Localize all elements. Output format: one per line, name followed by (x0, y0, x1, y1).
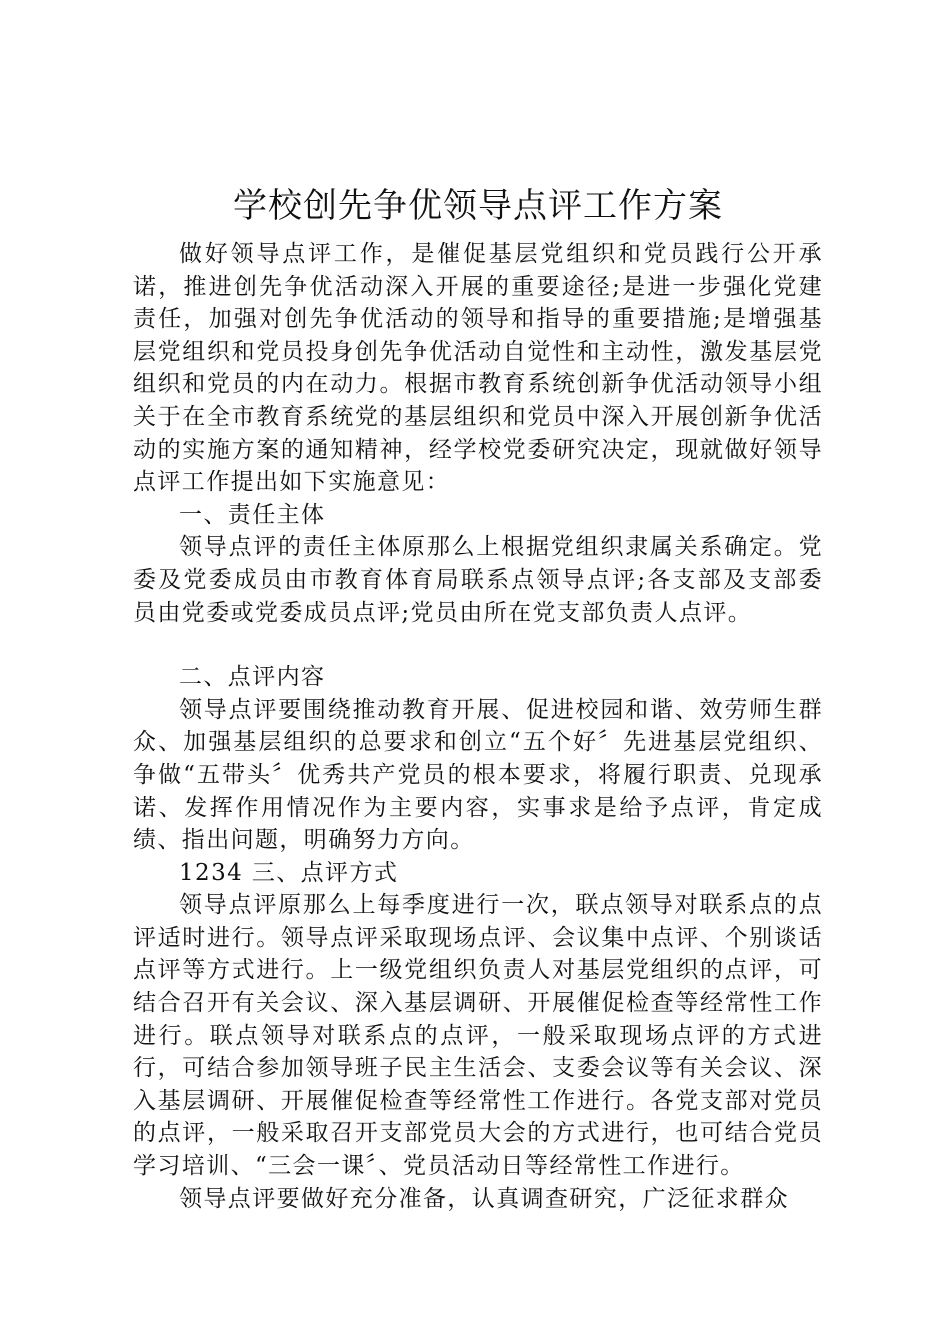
section-body-content: 领导点评要围绕推动教育开展、促进校园和谐、效劳师生群众、加强基层组织的总要求和创立“五个好〞先进基层党组织、争做“五带头〞优秀共产党员的根本要求，将履行职责、兑现承诺、发挥作用情况作为主要内容，实事求是给予点评，肯定成绩、指出问题，明确努力方向。 (133, 696, 823, 854)
section-heading-content: 二、点评内容 (179, 664, 326, 691)
section-body-method: 领导点评原那么上每季度进行一次，联点领导对联系点的点评适时进行。领导点评采取现场点评、会议集中点评、个别谈话点评等方式进行。上一级党组织负责人对基层党组织的点评，可结合召开有关会议、深入基层调研、开展催促检查等经常性工作进行。联点领导对联系点的点评，一般采取现场点评的方式进行，可结合参加领导班子民主生活会、支委会议等有关会议、深入基层调研、开展催促检查等经常性工作进行。各党支部对党员的点评，一般采取召开支部党员大会的方式进行，也可结合党员学习培训、“三会一课〞、党员活动日等经常性工作进行。 (133, 892, 823, 1180)
section-body-responsibility: 领导点评的责任主体原那么上根据党组织隶属关系确定。党委及党委成员由市教育体育局联系点领导点评;各支部及支部委员由党委或党委成员点评;党员由所在党支部负责人点评。 (133, 534, 823, 626)
intro-paragraph: 做好领导点评工作，是催促基层党组织和党员践行公开承诺，推进创先争优活动深入开展的重要途径;是进一步强化党建责任，加强对创先争优活动的领导和指导的重要措施;是增强基层党组织和党员投身创先争优活动自觉性和主动性，激发基层党组织和党员的内在动力。根据市教育系统创新争优活动领导小组关于在全市教育系统党的基层组织和党员中深入开展创新争优活动的实施方案的通知精神，经学校党委研究决定，现就做好领导点评工作提出如下实施意见： (133, 241, 823, 496)
section-body-method-continued: 领导点评要做好充分准备，认真调查研究，广泛征求群众 (179, 1185, 789, 1212)
section-heading-method: 1234 三、点评方式 (179, 859, 399, 886)
document-title: 学校创先争优领导点评工作方案 (233, 186, 723, 226)
section-heading-responsibility: 一、责任主体 (179, 501, 326, 528)
document-page (133, 180, 823, 1215)
blank-line (133, 629, 823, 661)
